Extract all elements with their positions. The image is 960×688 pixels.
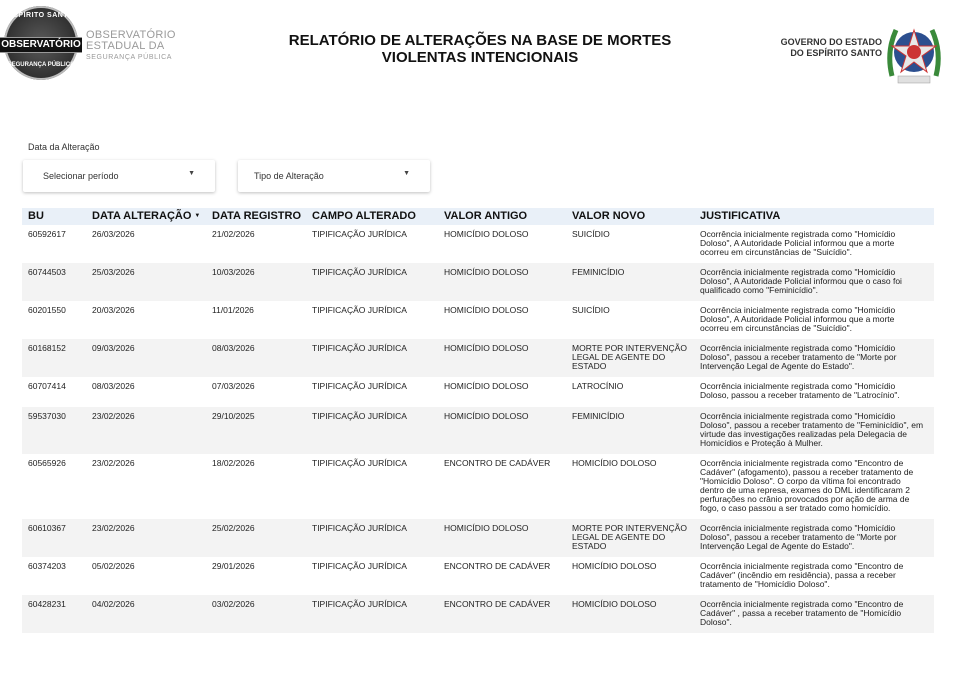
change-type-select[interactable] <box>238 160 430 192</box>
column-header-justificativa[interactable]: JUSTIFICATIVA <box>700 210 781 222</box>
caret-down-icon: ▼ <box>403 170 410 177</box>
cell-valor-novo: FEMINICÍDIO <box>572 411 625 421</box>
cell-justificativa: Ocorrência inicialmente registrada como "Encontro de Cadáver" , passa a receber tratamento de "Homicídio Doloso". <box>700 599 904 627</box>
cell-justificativa: Ocorrência inicialmente registrada como "Encontro de Cadáver" (afogamento), passou a receber tratamento de "Homicídio Doloso". O corpo da vítima foi encontrado dentro de uma represa, exames do DML identificaram 2 perfurações no crânio provocados por ação de arma de fogo, o caso passou a ser tratado como homicídio. <box>700 458 914 513</box>
column-header-data-alteracao-label: DATA ALTERAÇÃO <box>92 210 192 222</box>
cell-data-registro: 29/10/2025 <box>212 411 255 421</box>
cell-valor-novo: MORTE POR INTERVENÇÃO LEGAL DE AGENTE DO ESTADO <box>572 343 687 371</box>
cell-bu: 60592617 <box>28 229 66 239</box>
table-row[interactable] <box>22 339 934 377</box>
caret-down-icon: ▼ <box>188 170 195 177</box>
table-row[interactable] <box>22 407 934 454</box>
cell-valor-novo: HOMICÍDIO DOLOSO <box>572 561 657 571</box>
period-select[interactable] <box>23 160 215 192</box>
cell-data-alteracao: 08/03/2026 <box>92 381 135 391</box>
table-body <box>22 225 934 633</box>
table-row[interactable] <box>22 557 934 595</box>
cell-justificativa: Ocorrência inicialmente registrada como "Homicídio Doloso", passou a receber tratamento de "Feminicídio", em virtude das investigações realizadas pela Delegacia de Homicídios e Proteção à Mulher. <box>700 411 924 448</box>
cell-data-alteracao: 20/03/2026 <box>92 305 135 315</box>
gov-line1: GOVERNO DO ESTADO <box>780 37 882 47</box>
cell-data-alteracao: 23/02/2026 <box>92 523 135 533</box>
cell-valor-antigo: HOMICÍDIO DOLOSO <box>444 381 529 391</box>
cell-valor-novo: SUICÍDIO <box>572 305 610 315</box>
cell-data-registro: 10/03/2026 <box>212 267 255 277</box>
changes-table <box>22 208 934 633</box>
cell-data-alteracao: 26/03/2026 <box>92 229 135 239</box>
cell-bu: 60168152 <box>28 343 66 353</box>
cell-data-alteracao: 09/03/2026 <box>92 343 135 353</box>
change-type-select-value: Tipo de Alteração <box>254 171 324 181</box>
cell-valor-antigo: HOMICÍDIO DOLOSO <box>444 267 529 277</box>
cell-bu: 60374203 <box>28 561 66 571</box>
cell-valor-novo: FEMINICÍDIO <box>572 267 625 277</box>
logo-band-text: OBSERVATÓRIO <box>0 37 82 53</box>
cell-bu: 60201550 <box>28 305 66 315</box>
cell-valor-antigo: HOMICÍDIO DOLOSO <box>444 411 529 421</box>
cell-valor-novo: HOMICÍDIO DOLOSO <box>572 599 657 609</box>
cell-justificativa: Ocorrência inicialmente registrada como "Homicídio Doloso", passou a receber tratamento de "Morte por Intervenção Legal de Agente do Estado". <box>700 343 897 371</box>
cell-campo-alterado: TIPIFICAÇÃO JURÍDICA <box>312 458 407 468</box>
cell-campo-alterado: TIPIFICAÇÃO JURÍDICA <box>312 523 407 533</box>
cell-data-alteracao: 23/02/2026 <box>92 411 135 421</box>
wordmark-line2: ESTADUAL DA <box>86 40 165 52</box>
table-row[interactable] <box>22 454 934 519</box>
cell-data-alteracao: 23/02/2026 <box>92 458 135 468</box>
cell-data-registro: 07/03/2026 <box>212 381 255 391</box>
cell-justificativa: Ocorrência inicialmente registrada como "Homicídio Doloso", A Autoridade Policial informou que o caso foi qualificado como "Feminicídio". <box>700 267 902 295</box>
table-row[interactable] <box>22 263 934 301</box>
cell-data-registro: 21/02/2026 <box>212 229 255 239</box>
cell-data-registro: 18/02/2026 <box>212 458 255 468</box>
column-header-campo-alterado[interactable]: CAMPO ALTERADO <box>312 210 416 222</box>
cell-bu: 59537030 <box>28 411 66 421</box>
cell-data-registro: 25/02/2026 <box>212 523 255 533</box>
cell-justificativa: Ocorrência inicialmente registrada como "Homicídio Doloso", A Autoridade Policial informou que a morte ocorreu em circunstâncias de "Suicídio". <box>700 229 896 257</box>
cell-valor-novo: LATROCÍNIO <box>572 381 624 391</box>
government-name <box>752 37 882 59</box>
cell-valor-antigo: HOMICÍDIO DOLOSO <box>444 305 529 315</box>
report-header <box>0 0 960 100</box>
cell-data-registro: 11/01/2026 <box>212 305 254 315</box>
cell-bu: 60428231 <box>28 599 66 609</box>
column-header-bu[interactable]: BU <box>28 210 44 222</box>
cell-bu: 60565926 <box>28 458 66 468</box>
period-select-value: Selecionar período <box>43 171 119 181</box>
cell-data-alteracao: 25/03/2026 <box>92 267 135 277</box>
cell-data-registro: 29/01/2026 <box>212 561 255 571</box>
cell-justificativa: Ocorrência inicialmente registrada como "Homicídio Doloso", passou a receber tratamento de "Morte por Intervenção Legal de Agente do Estado". <box>700 523 897 551</box>
cell-campo-alterado: TIPIFICAÇÃO JURÍDICA <box>312 561 407 571</box>
date-filter-label: Data da Alteração <box>28 142 100 152</box>
cell-valor-antigo: ENCONTRO DE CADÁVER <box>444 458 551 468</box>
state-coat-of-arms-icon <box>882 16 946 88</box>
table-row[interactable] <box>22 301 934 339</box>
page-title <box>260 32 700 66</box>
cell-campo-alterado: TIPIFICAÇÃO JURÍDICA <box>312 411 407 421</box>
cell-campo-alterado: TIPIFICAÇÃO JURÍDICA <box>312 343 407 353</box>
wordmark-line3: SEGURANÇA PÚBLICA <box>86 54 173 61</box>
sort-desc-icon: ▼ <box>194 213 201 220</box>
table-header <box>22 208 934 225</box>
cell-valor-antigo: ENCONTRO DE CADÁVER <box>444 599 551 609</box>
cell-valor-antigo: HOMICÍDIO DOLOSO <box>444 523 529 533</box>
cell-bu: 60707414 <box>28 381 66 391</box>
table-row[interactable] <box>22 519 934 557</box>
cell-valor-antigo: HOMICÍDIO DOLOSO <box>444 229 529 239</box>
cell-valor-novo: MORTE POR INTERVENÇÃO LEGAL DE AGENTE DO ESTADO <box>572 523 687 551</box>
table-row[interactable] <box>22 225 934 263</box>
cell-justificativa: Ocorrência inicialmente registrada como "Homicídio Doloso, passou a receber tratamento de "Latrocínio". <box>700 381 900 400</box>
table-row[interactable] <box>22 595 934 633</box>
cell-campo-alterado: TIPIFICAÇÃO JURÍDICA <box>312 229 407 239</box>
logo-ring-bottom-text: SEGURANÇA PÚBLICA <box>7 62 75 68</box>
column-header-data-registro[interactable]: DATA REGISTRO <box>212 210 302 222</box>
observatorio-logo <box>1 6 81 80</box>
column-header-valor-antigo[interactable]: VALOR ANTIGO <box>444 210 528 222</box>
cell-campo-alterado: TIPIFICAÇÃO JURÍDICA <box>312 381 407 391</box>
cell-data-registro: 08/03/2026 <box>212 343 255 353</box>
column-header-valor-novo[interactable]: VALOR NOVO <box>572 210 646 222</box>
cell-campo-alterado: TIPIFICAÇÃO JURÍDICA <box>312 267 407 277</box>
cell-valor-novo: HOMICÍDIO DOLOSO <box>572 458 657 468</box>
cell-valor-novo: SUICÍDIO <box>572 229 610 239</box>
page-title-line2: VIOLENTAS INTENCIONAIS <box>381 49 579 66</box>
cell-data-alteracao: 04/02/2026 <box>92 599 135 609</box>
observatorio-wordmark <box>86 30 176 63</box>
wordmark-line1: OBSERVATÓRIO <box>86 29 176 41</box>
page-title-line1: RELATÓRIO DE ALTERAÇÕES NA BASE DE MORTES <box>288 32 672 49</box>
cell-bu: 60744503 <box>28 267 66 277</box>
logo-ring-top-text: ESPÍRITO SANTO <box>8 12 74 19</box>
cell-valor-antigo: ENCONTRO DE CADÁVER <box>444 561 551 571</box>
cell-campo-alterado: TIPIFICAÇÃO JURÍDICA <box>312 599 407 609</box>
cell-data-registro: 03/02/2026 <box>212 599 255 609</box>
cell-bu: 60610367 <box>28 523 66 533</box>
gov-line2: DO ESPÍRITO SANTO <box>790 48 882 58</box>
column-header-data-alteracao[interactable] <box>92 210 200 222</box>
cell-justificativa: Ocorrência inicialmente registrada como "Homicídio Doloso", A Autoridade Policial informou que a morte ocorreu em circunstâncias de "Suicídio". <box>700 305 896 333</box>
cell-valor-antigo: HOMICÍDIO DOLOSO <box>444 343 529 353</box>
cell-justificativa: Ocorrência inicialmente registrada como "Encontro de Cadáver" (incêndio em residência), passa a receber tratamento de "Homicídio Doloso". <box>700 561 904 589</box>
cell-data-alteracao: 05/02/2026 <box>92 561 135 571</box>
cell-campo-alterado: TIPIFICAÇÃO JURÍDICA <box>312 305 407 315</box>
table-row[interactable] <box>22 377 934 407</box>
